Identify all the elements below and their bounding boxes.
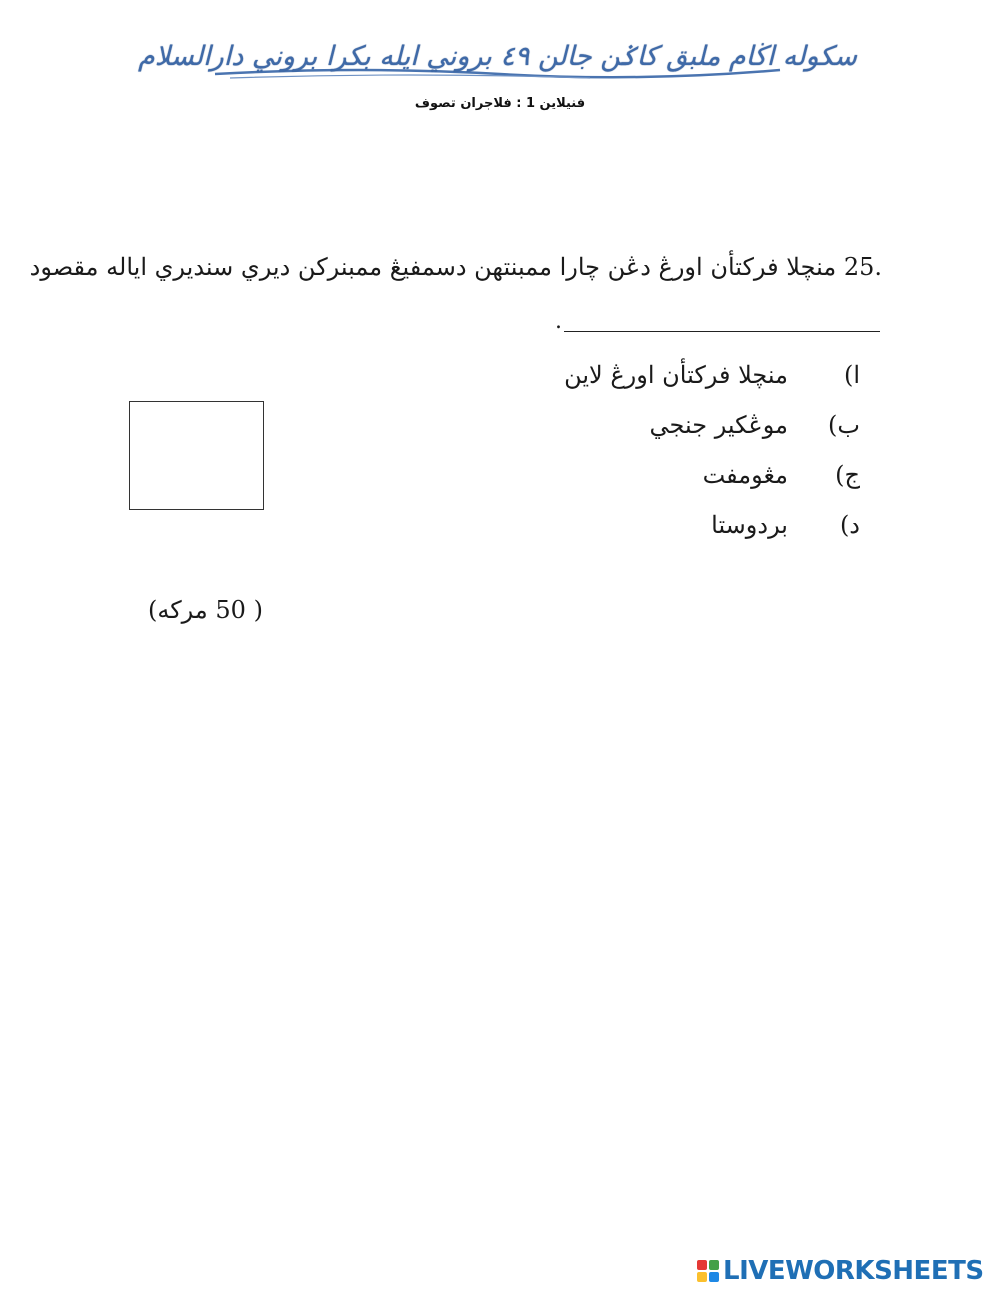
liveworksheets-logo-icon bbox=[697, 1260, 719, 1282]
question-text: منچلا فرکتأن اورڠ دڠن چارا ممبنتهن دسمفيڠ ممبنرکن ديري سنديري اياله مقصود bbox=[29, 253, 837, 281]
marks-label: ( 50 مرکه) bbox=[148, 596, 263, 624]
option-c bbox=[460, 450, 860, 500]
logo-square-green bbox=[709, 1260, 719, 1270]
logo-square-blue bbox=[709, 1272, 719, 1282]
blank-end-period: . bbox=[555, 309, 562, 334]
option-letter: د) bbox=[839, 511, 860, 539]
logo-square-red bbox=[697, 1260, 707, 1270]
section-subtitle: فنيلاين 1 : فلاجران تصوف bbox=[414, 96, 586, 111]
option-text: موڠکير جنجي bbox=[649, 411, 788, 439]
blank-rule bbox=[564, 319, 880, 332]
option-d bbox=[460, 500, 860, 550]
option-text: مڠومفت bbox=[702, 461, 788, 489]
question-25 bbox=[29, 250, 882, 284]
option-letter: ا) bbox=[843, 361, 860, 389]
question-number: 25. bbox=[843, 253, 882, 281]
school-name-calligraphy: سکوله اڬام ملبق کاݢن جالن ٤٩ بروني ايله بکرا بروني دارالسلام bbox=[138, 40, 857, 72]
logo-square-yellow bbox=[697, 1272, 707, 1282]
brand-name: LIVEWORKSHEETS bbox=[723, 1256, 984, 1286]
answer-options bbox=[460, 350, 860, 550]
fill-in-blank-line bbox=[555, 310, 880, 332]
liveworksheets-logo bbox=[697, 1254, 984, 1288]
option-letter: ج) bbox=[835, 461, 860, 489]
option-text: بردوستا bbox=[711, 511, 788, 539]
option-letter: ب) bbox=[828, 411, 860, 439]
option-text: منچلا فرکتأن اورڠ لاين bbox=[564, 361, 788, 389]
option-a bbox=[460, 350, 860, 400]
answer-input-box[interactable] bbox=[129, 401, 264, 510]
option-b bbox=[460, 400, 860, 450]
school-banner bbox=[138, 30, 857, 82]
